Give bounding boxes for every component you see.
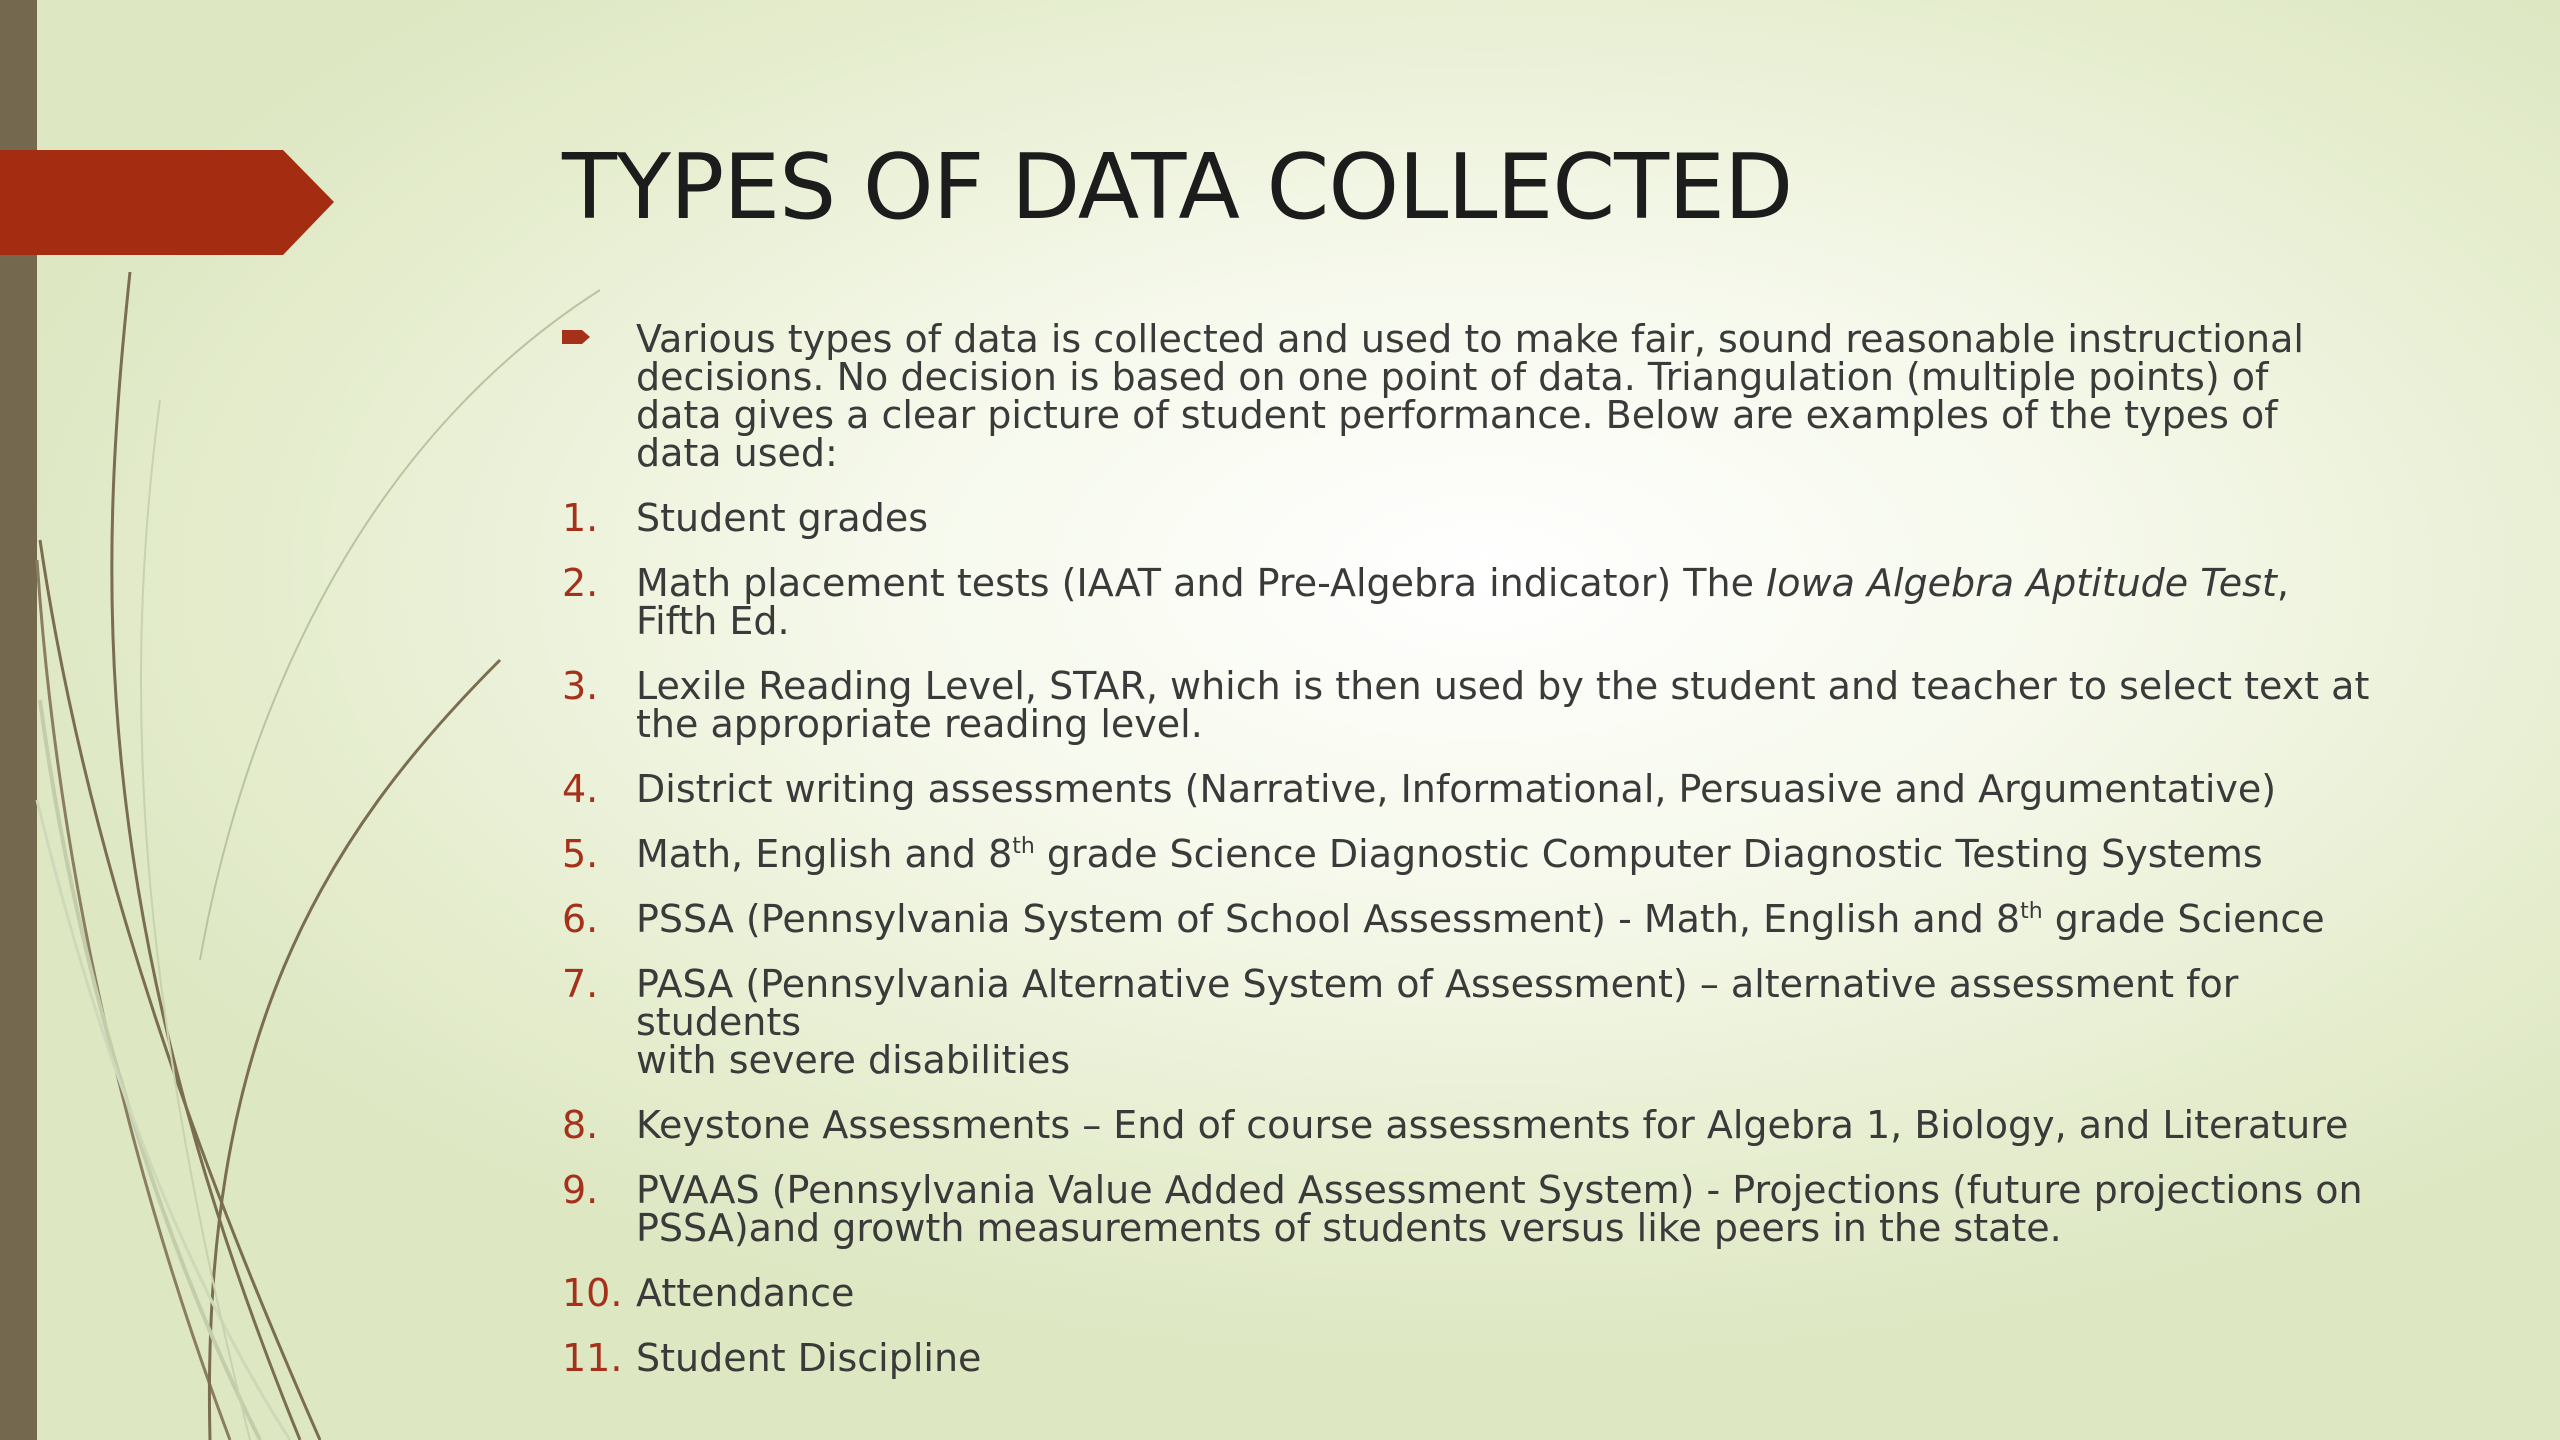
ordinal-superscript: th [2020,899,2043,924]
list-number: 2. [562,561,599,605]
list-item-text: Keystone Assessments – End of course assessments for Algebra 1, Biology, and Literature [636,1103,2349,1147]
list-item [562,962,2412,1082]
list-number: 5. [562,832,599,876]
decorative-curves [0,0,620,1440]
list-item [562,1168,2412,1250]
list-item-text-part: PSSA (Pennsylvania System of School Assessment) - Math, English and 8 [636,897,2021,941]
list-item-text-part: grade Science Diagnostic Computer Diagnostic Testing Systems [1034,832,2263,876]
list-item [562,1271,2412,1315]
list-item-text: PASA (Pennsylvania Alternative System of Assessment) – alternative assessment for students with severe disabilities [636,962,2239,1082]
list-item-text [636,897,2412,941]
list-item [562,496,2412,540]
slide-title: TYPES OF DATA COLLECTED [562,135,1793,240]
list-item [562,832,2412,876]
list-item-italic-title: Iowa Algebra Aptitude Test [1766,561,2277,605]
list-item-text-part: Math, English and 8 [636,832,1013,876]
list-number: 7. [562,962,599,1006]
list-item [562,897,2412,941]
list-number: 11. [562,1336,623,1380]
ordinal-superscript: th [1012,834,1035,859]
list-item [562,1103,2412,1147]
list-item-text: District writing assessments (Narrative, Informational, Persuasive and Argumentative) [636,767,2277,811]
list-item-text-part: grade Science [2042,897,2325,941]
list-item-text: Student grades [636,496,928,540]
list-item [562,1336,2412,1380]
list-number: 6. [562,897,599,941]
list-number: 4. [562,767,599,811]
list-number: 1. [562,496,599,540]
title-arrow-banner [0,150,334,255]
list-item-text-part: , Fifth Ed. [636,561,2289,643]
list-item-text: Student Discipline [636,1336,982,1380]
list-number: 8. [562,1103,599,1147]
list-item [562,561,2412,643]
list-item-text [636,832,2412,876]
intro-paragraph [562,317,2412,475]
arrow-bullet-icon [562,320,592,358]
list-item-text [636,561,2412,643]
list-item [562,767,2412,811]
slide-content [562,317,2412,1404]
intro-bullet [562,320,636,364]
list-number: 9. [562,1168,599,1212]
list-item-text: Attendance [636,1271,855,1315]
list-item-text: PVAAS (Pennsylvania Value Added Assessment System) - Projections (future projections on PSSA)and growth measurements of students versus like peers in the state. [636,1168,2363,1250]
list-item [562,664,2412,746]
list-item-text-part: Math placement tests (IAAT and Pre-Algebra indicator) The [636,561,1767,605]
list-number: 3. [562,664,599,708]
list-number: 10. [562,1271,623,1315]
list-item-text: Lexile Reading Level, STAR, which is then used by the student and teacher to select text at the appropriate reading level. [636,664,2370,746]
intro-text: Various types of data is collected and used to make fair, sound reasonable instructional decisions. No decision is based on one point of data. Triangulation (multiple points) of data gives a clear picture of student performance. Below are examples of the types of data used: [636,317,2304,475]
